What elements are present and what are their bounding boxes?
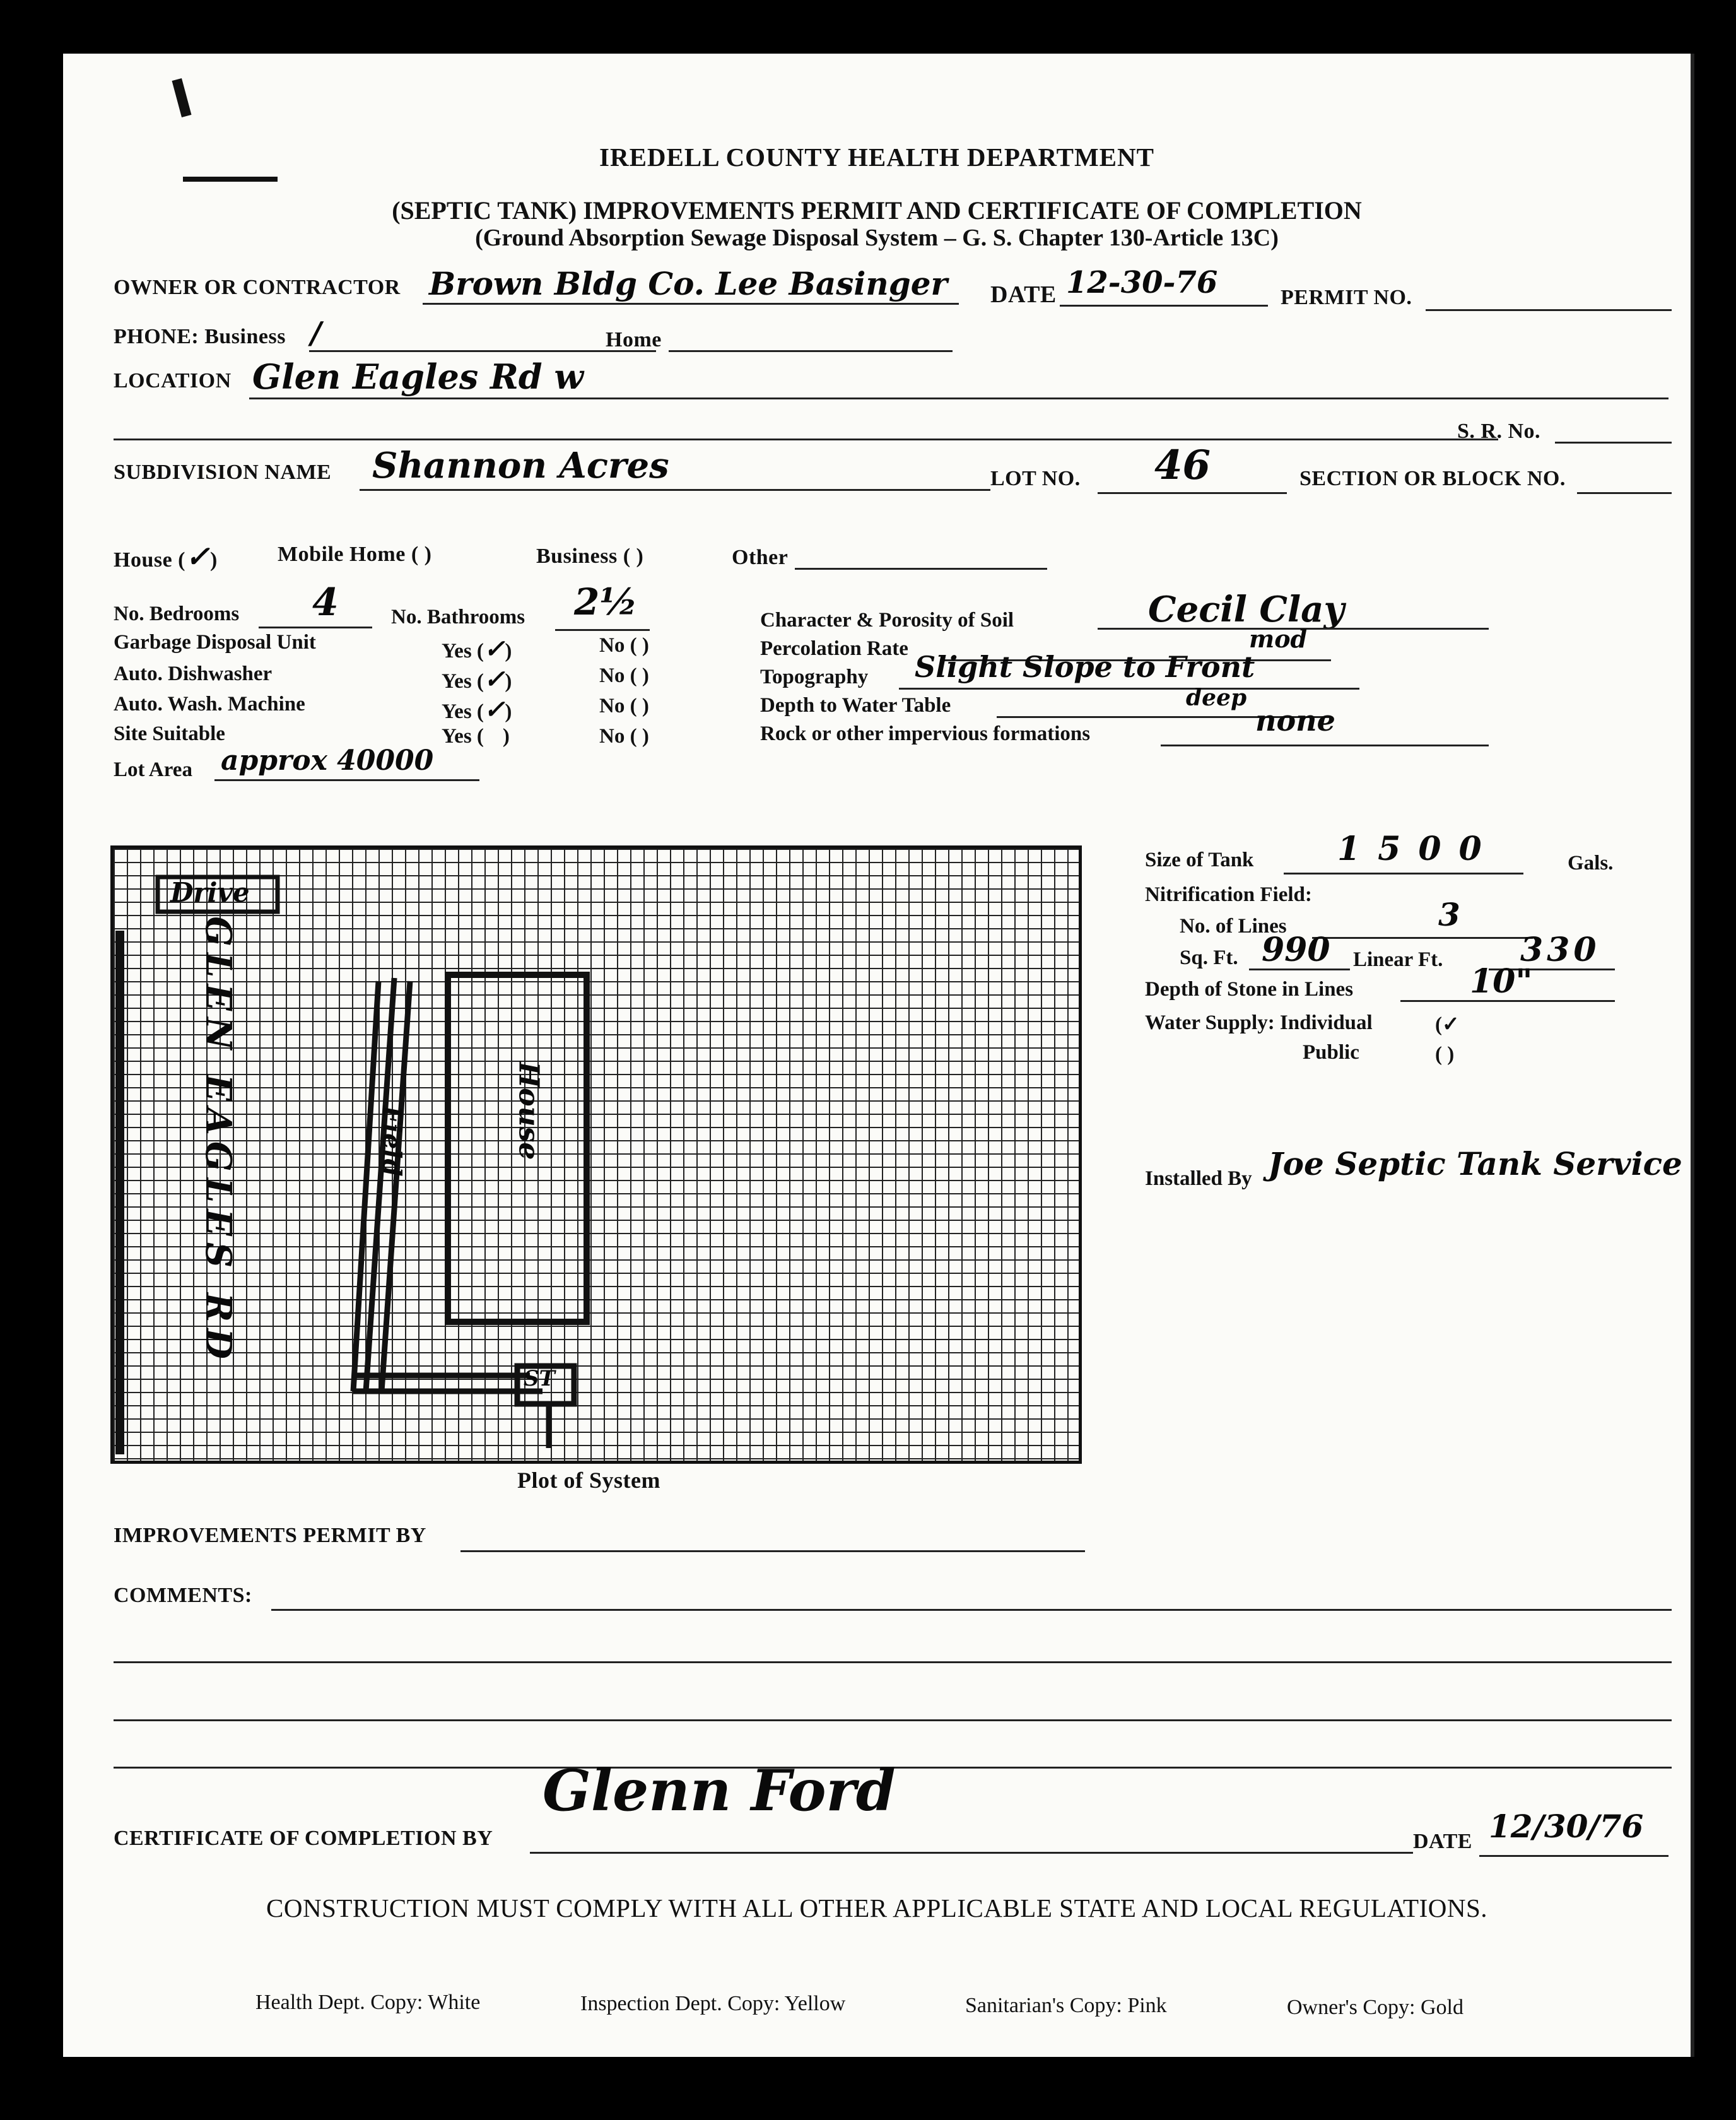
garbage-disposal-label: Garbage Disposal Unit [114,631,316,654]
phone-business-value: / [310,315,322,351]
perc-rate-value: mod [1249,625,1308,653]
lot-area-line [214,779,479,781]
corner-mark [172,78,192,117]
topography-line [899,688,1359,690]
owner-label: OWNER OR CONTRACTOR [114,276,401,299]
site-suitable-no: No ( ) [599,725,649,748]
tank-label: ST [524,1366,555,1391]
installed-by-value: Joe Septic Tank Service [1268,1145,1682,1182]
lot-area-label: Lot Area [114,758,192,781]
yes-open: Yes ( [442,725,484,748]
bedrooms-label: No. Bedrooms [114,603,240,625]
plot-grid [110,845,1082,1464]
lot-no-value: 46 [1154,442,1211,489]
bedrooms-value: 4 [312,580,339,625]
section-block-label: SECTION OR BLOCK NO. [1299,467,1566,490]
comments-line-1 [271,1609,1672,1611]
tank-size-line [1284,873,1523,874]
permit-by-label: IMPROVEMENTS PERMIT BY [114,1524,426,1547]
bathrooms-line [555,629,650,631]
stone-depth-label: Depth of Stone in Lines [1145,978,1354,1001]
public-mark: ( ) [1435,1043,1455,1066]
copy-inspection: Inspection Dept. Copy: Yellow [580,1992,846,2015]
garbage-disposal-yes [442,634,512,664]
completion-date-label: DATE [1413,1830,1472,1853]
dishwasher-no: No ( ) [599,664,649,687]
date-label: DATE [990,281,1057,308]
comments-line-2 [114,1661,1672,1663]
location-value: Glen Eagles Rd w [252,356,584,397]
location-label: LOCATION [114,369,232,392]
comments-label: COMMENTS: [114,1584,252,1607]
sr-no-label: S. R. No. [1457,420,1541,443]
permit-no-line [1426,309,1672,311]
field-line-1 [353,981,378,1391]
phone-business-line [309,350,656,352]
date-line [1060,305,1268,307]
lines-count-label: No. of Lines [1180,915,1287,938]
topography-label: Topography [760,666,869,688]
soil-value: Cecil Clay [1148,589,1345,630]
site-suitable-label: Site Suitable [114,722,225,745]
dishwasher-check: ✓ [483,664,505,694]
completion-date-line [1479,1855,1669,1857]
plot-drawing [114,849,1079,1461]
sqft-value: 990 [1262,931,1330,969]
phone-business-label: PHONE: Business [114,325,286,348]
subdivision-label: SUBDIVISION NAME [114,461,332,484]
completion-date-value: 12/30/76 [1489,1808,1644,1845]
copy-health: Health Dept. Copy: White [255,1991,481,2014]
yes-close: ) [502,725,510,748]
house-check: ✓ [185,539,211,574]
field-label: Field [377,1105,407,1177]
public-label: Public [1303,1041,1359,1064]
mobile-home-option: Mobile Home ( ) [278,543,432,566]
stone-depth-line [1400,1000,1615,1002]
rock-value: none [1255,704,1335,738]
water-supply-label: Water Supply: Individual [1145,1011,1373,1034]
dishwasher-yes [442,664,512,694]
rock-line [1161,745,1489,746]
lot-no-label: LOT NO. [990,467,1081,490]
other-line [795,568,1047,570]
house-label: House ( [114,548,185,572]
road-label: GLEN EAGLES RD [197,916,239,1365]
water-table-label: Depth to Water Table [760,694,951,717]
sqft-label: Sq. Ft. [1180,946,1238,969]
sr-no-line [1555,442,1672,444]
certificate-line [530,1852,1413,1854]
permit-no-label: PERMIT NO. [1281,286,1412,309]
installed-by-label: Installed By [1145,1167,1252,1190]
certificate-signature: Glenn Ford [542,1757,896,1824]
corner-mark [183,177,278,182]
garbage-disposal-no: No ( ) [599,634,649,657]
topography-value: Slight Slope to Front [915,650,1255,684]
field-line-2 [366,978,394,1391]
dishwasher-label: Auto. Dishwasher [114,662,273,685]
linear-ft-label: Linear Ft. [1353,948,1443,971]
yes-close: ) [505,670,512,693]
tank-size-value: 1500 [1337,830,1499,868]
yes-open: Yes ( [442,640,484,662]
permit-form [63,54,1694,2057]
lot-area-value: approx 40000 [221,745,434,777]
house-option [114,539,218,574]
nitrification-label: Nitrification Field: [1145,883,1312,906]
perc-rate-label: Percolation Rate [760,637,908,660]
drive-label: Drive [170,877,250,908]
wash-machine-yes [442,695,512,724]
owner-value: Brown Bldg Co. Lee Basinger [429,265,947,302]
date-value: 12-30-76 [1066,265,1218,300]
house-close: ) [210,548,218,572]
section-block-line [1577,492,1672,494]
form-subtitle-statute: (Ground Absorption Sewage Disposal System – G. S. Chapter 130-Article 13C) [475,225,1279,251]
lines-count-value: 3 [1438,896,1460,933]
water-supply-individual-mark: (✓ [1435,1013,1460,1036]
yes-close: ) [505,700,512,723]
subdivision-value: Shannon Acres [372,445,669,486]
rock-label: Rock or other impervious formations [760,722,1091,745]
form-title: IREDELL COUNTY HEALTH DEPARTMENT [599,143,1154,172]
house-label: House [512,1061,545,1160]
sqft-line [1249,969,1350,970]
wash-machine-check: ✓ [483,695,505,724]
copy-sanitarian: Sanitarian's Copy: Pink [965,1994,1167,2017]
garbage-disposal-check: ✓ [483,634,505,664]
form-subtitle: (SEPTIC TANK) IMPROVEMENTS PERMIT AND CERTIFICATE OF COMPLETION [392,196,1362,225]
bathrooms-value: 2½ [574,580,638,623]
lot-no-line [1098,492,1287,494]
home-line [669,350,953,352]
water-table-value: deep [1186,685,1247,711]
field-line-3 [382,981,410,1391]
business-option: Business ( ) [536,545,644,568]
wash-machine-label: Auto. Wash. Machine [114,693,305,716]
yes-open: Yes ( [442,670,484,693]
linear-ft-value: 330 [1520,931,1600,969]
owner-line [423,303,959,305]
site-suitable-yes [442,725,510,748]
comments-line-3 [114,1719,1672,1721]
yes-open: Yes ( [442,700,484,723]
tank-size-label: Size of Tank [1145,849,1254,871]
wash-machine-no: No ( ) [599,695,649,717]
stone-depth-value: 10" [1470,962,1533,1001]
location-line [249,398,1669,399]
copy-owner: Owner's Copy: Gold [1287,1996,1464,2019]
gals-label: Gals. [1568,852,1614,874]
compliance-notice: CONSTRUCTION MUST COMPLY WITH ALL OTHER APPLICABLE STATE AND LOCAL REGULATIONS. [266,1893,1487,1923]
plot-caption: Plot of System [517,1468,660,1493]
bathrooms-label: No. Bathrooms [391,606,525,628]
certificate-label: CERTIFICATE OF COMPLETION BY [114,1827,493,1850]
yes-close: ) [505,640,512,662]
other-label: Other [732,546,789,569]
home-label: Home [606,328,662,351]
bedrooms-line [259,627,372,628]
permit-by-line [460,1550,1085,1552]
lines-count-line [1312,937,1533,939]
soil-label: Character & Porosity of Soil [760,609,1014,632]
subdivision-line [360,489,990,491]
location-line-2 [114,439,1498,440]
